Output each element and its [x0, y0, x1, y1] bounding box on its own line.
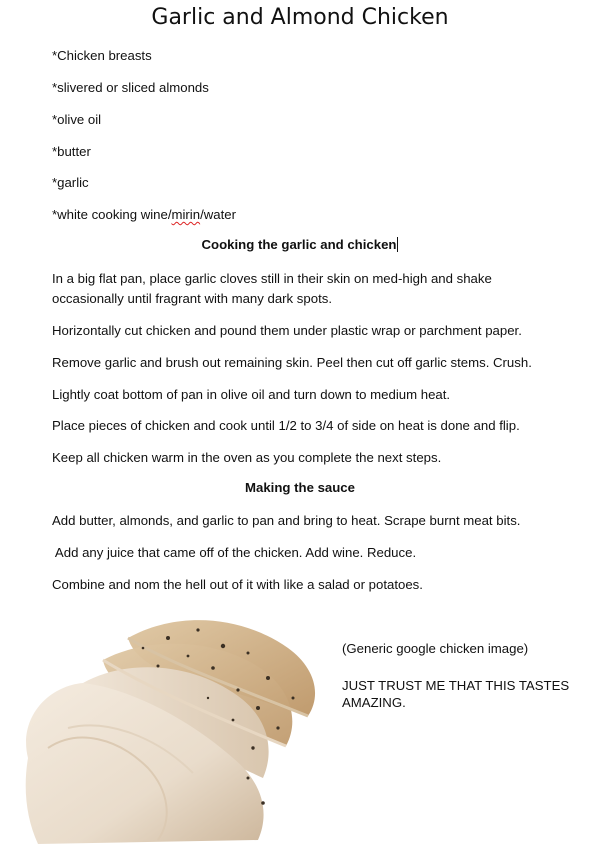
instruction-step: Combine and nom the hell out of it with like a salad or potatoes. [52, 577, 423, 592]
ingredient-item: *olive oil [52, 112, 102, 127]
ingredient-text: *white cooking wine/ [52, 207, 172, 222]
text-cursor [397, 237, 398, 252]
chicken-image [8, 608, 338, 848]
instruction-step: In a big flat pan, place garlic cloves still in their skin on med-high and shake occasionally until fragrant with many dark spots. [52, 271, 492, 306]
section-heading-text: Cooking the garlic and chicken [201, 237, 397, 252]
spellcheck-flagged-word: mirin [171, 207, 201, 222]
instruction-step: Lightly coat bottom of pan in olive oil and turn down to medium heat. [52, 387, 451, 402]
ingredient-item: *slivered or sliced almonds [52, 80, 209, 95]
ingredient-text: /water [200, 207, 236, 222]
instruction-step: Remove garlic and brush out remaining skin. Peel then cut off garlic stems. Crush. [52, 355, 532, 370]
instruction-step: Place pieces of chicken and cook until 1/2 to 3/4 of side on heat is done and flip. [52, 418, 520, 433]
note-text: JUST TRUST ME THAT THIS TASTES AMAZING. [342, 678, 570, 710]
section-heading-cooking [0, 237, 600, 252]
instruction-step: Horizontally cut chicken and pound them under plastic wrap or parchment paper. [52, 323, 522, 338]
ingredient-item: *garlic [52, 175, 89, 190]
image-caption: (Generic google chicken image) [342, 641, 529, 656]
chicken-illustration [8, 608, 338, 848]
instruction-step: Keep all chicken warm in the oven as you complete the next steps. [52, 450, 442, 465]
page-title: Garlic and Almond Chicken [151, 5, 449, 30]
ingredient-item: *butter [52, 144, 91, 159]
instruction-step: Add any juice that came off of the chicken. Add wine. Reduce. [52, 545, 417, 560]
ingredient-item [52, 205, 236, 225]
ingredient-item: *Chicken breasts [52, 48, 152, 63]
section-heading-sauce: Making the sauce [245, 480, 355, 495]
instruction-step: Add butter, almonds, and garlic to pan and bring to heat. Scrape burnt meat bits. [52, 513, 521, 528]
